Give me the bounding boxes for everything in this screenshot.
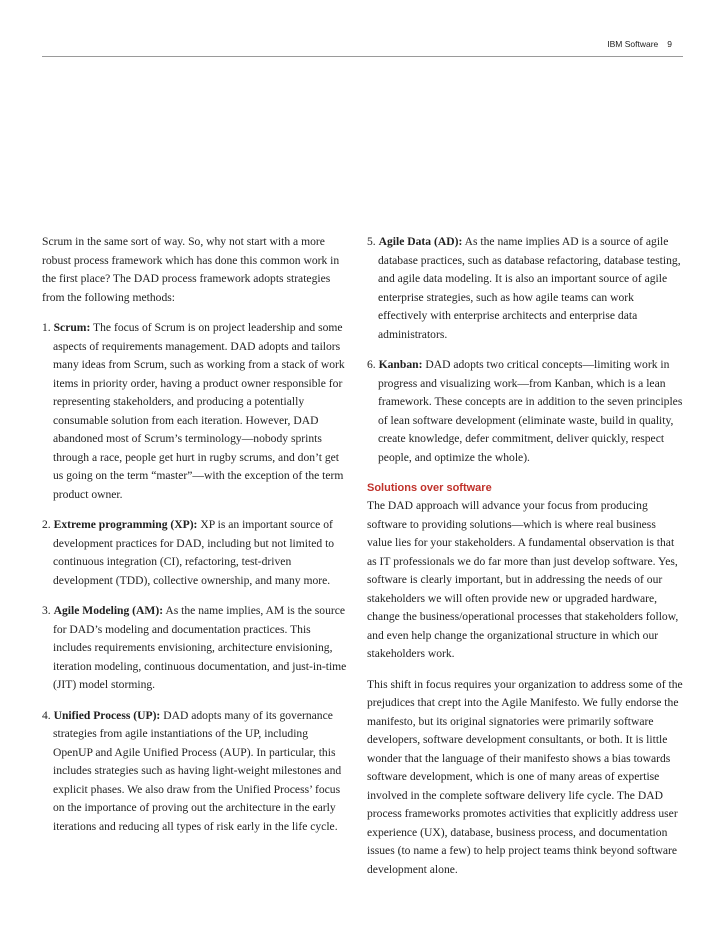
item-text: As the name implies AD is a source of agile database practices, such as database refactoring, database testing, and agile data modeling. It is also an important source of agile enterprise strategies, such as how agile teams can work effectively with enterprise architects and enterprise data administrators. (378, 235, 681, 341)
solutions-paragraph-2: This shift in focus requires your organization to address some of the prejudices that crept into the Agile Manifesto. We fully endorse the manifesto, but its original signatories were primarily software developers, software development consultants, or both. It is little wonder that the language of their manifesto shows a bias towards software development, which is one of many areas of expertise involved in the complete software delivery life cycle. The DAD process frameworks promotes activities that explicitly address user experience (UX), database, business process, and documentation issues (to name a few) to help project teams think beyond software development alone. (367, 677, 683, 876)
item-text: DAD adopts two critical concepts—limiting work in progress and visualizing work—from Kanban, which is a lean framework. These concepts are in addition to the seven principles of lean software development (eliminate waste, build in quality, create knowledge, defer commitment, deliver quickly, respect people, and optimize the whole). (378, 358, 683, 464)
item-title: Extreme programming (XP): (53, 518, 198, 531)
page-header (0, 0, 728, 60)
item-title: Agile Data (AD): (378, 235, 463, 248)
page-number: 9 (667, 39, 672, 49)
method-item-xp (42, 516, 347, 590)
method-item-scrum (42, 319, 347, 504)
method-item-agile-modeling (42, 602, 347, 695)
method-item-agile-data (367, 233, 683, 344)
intro-paragraph: Scrum in the same sort of way. So, why not start with a more robust process framework which has done this common work in the first place? The DAD process framework adopts strategies from the following methods: (42, 235, 340, 304)
solutions-paragraph-1: The DAD approach will advance your focus from producing software to providing solutions—which is where real business value lies for your stakeholders. A fundamental observation is that as IT professionals we do far more than just develop software. Yes, software is clearly important, but in addressing the needs of our stakeholders we will often provide new or upgraded hardware, change the business/operational processes that stakeholders follow, and even help change the organizational structure in which our stakeholders work. (367, 499, 679, 660)
right-column (367, 233, 683, 891)
left-column (42, 233, 347, 848)
header-text (607, 39, 672, 49)
item-title: Scrum: (53, 321, 91, 334)
item-number: 6. (367, 358, 376, 371)
item-title: Unified Process (UP): (53, 708, 161, 722)
item-text: DAD adopts many of its governance strategies from agile instantiations of the UP, including OpenUP and Agile Unified Process (AUP). In particular, this includes strategies such as having light-weight milestones and explicit phases. We also draw from the Unified Process’ focus on the importance of proving out the architecture in the early iterations and reducing all types of risk early in the life cycle. (53, 708, 342, 833)
item-text: The focus of Scrum is on project leadership and some aspects of requirements management. DAD adopts and tailors many ideas from Scrum, such as working from a stack of work items in priority order, having a product owner responsible for representing stakeholders, and producing a potentially consumable solution from each iteration. However, DAD abandoned most of Scrum’s terminology—nobody sprints through a race, people get hurt in rugby scrums, and don’t get us going on the term “master”—with the exception of the term product owner. (53, 321, 345, 501)
item-text: As the name implies, AM is the source for DAD’s modeling and documentation practices. This includes requirements envisioning, architecture envisioning, iteration modeling, continuous documentation, and just-in-time (JIT) model storming. (53, 604, 347, 691)
item-text: XP is an important source of development practices for DAD, including but not limited to continuous integration (CI), refactoring, test-driven development (TDD), collective ownership, and many more. (53, 518, 335, 587)
item-number: 1. (42, 321, 51, 334)
item-title: Kanban: (378, 358, 423, 371)
method-item-unified-process (42, 707, 347, 837)
item-number: 5. (367, 235, 376, 248)
section-heading: Solutions over software (367, 482, 492, 494)
item-number: 2. (42, 518, 51, 531)
header-brand: IBM Software (607, 39, 659, 49)
method-item-kanban (367, 356, 683, 467)
item-number: 3. (42, 604, 51, 617)
item-number: 4. (42, 708, 51, 722)
header-rule (42, 56, 683, 57)
item-title: Agile Modeling (AM): (53, 604, 164, 617)
